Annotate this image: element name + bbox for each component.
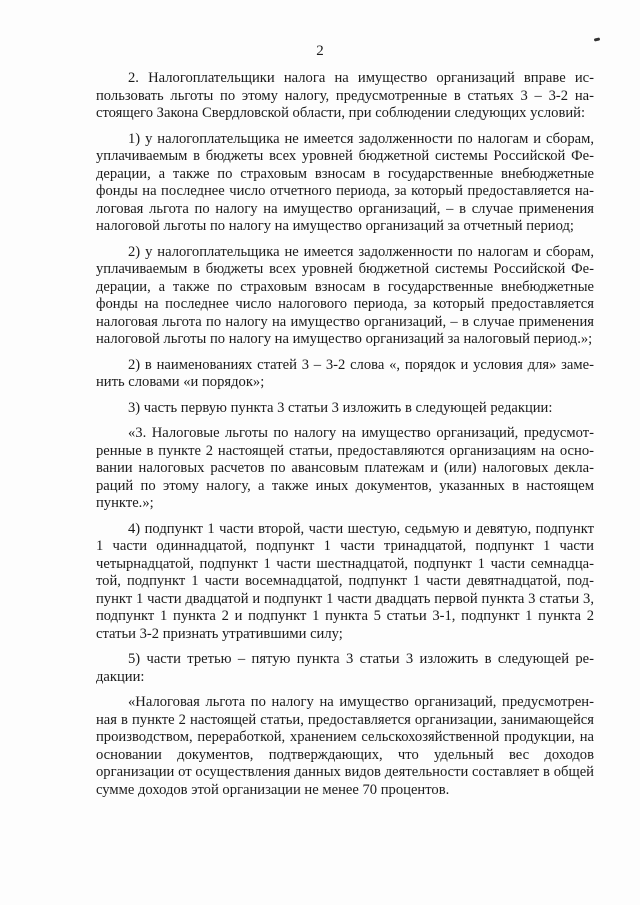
paragraph-amendment-5: 5) части третью – пятую пункта 3 статьи 3 изложить в следующей редакции:	[96, 651, 594, 685]
paragraph-amendment-3: 3) часть первую пункта 3 статьи 3 изложить в следующей редакции:	[128, 399, 553, 416]
scan-mark	[594, 37, 600, 41]
document-body	[96, 70, 594, 807]
paragraph-condition-2: 2) у налогоплательщика не имеется задолженности по налогам и сборам, уплачиваемым в бюджеты всех уровней бюджетной системы Российской Федерации, а также по страховым взносам в государственные внебюджетные фонды на последнее число налогового периода, за который предоставляется налоговая льгота по налогу на имущество организаций, – в случае применения налоговой льготы по налогу на имущество организаций за налоговый период.»;	[96, 243, 594, 347]
paragraph-amendment-5-text: «Налоговая льгота по налогу на имущество организаций, предусмотренная в пункте 2 настоящей статьи, предоставляется организации, занимающейся производством, переработкой, хранением сельскохозяйственной продукции, на основании документов, подтверждающих, что удельный вес доходов организации от осуществления данных видов деятельности составляет в общей сумме доходов этой организации не менее 70 процентов.	[96, 694, 594, 798]
paragraph-amendment-2: 2) в наименованиях статей 3 – 3-2 слова «, порядок и условия для» заменить словами «и порядок»;	[96, 356, 594, 390]
paragraph-amendment-4: 4) подпункт 1 части второй, части шестую, седьмую и девятую, подпункт 1 части одиннадцатой, подпункт 1 части тринадцатой, подпункт 1 части четырнадцатой, подпункт 1 части шестнадцатой, подпункт 1 части семнадцатой, подпункт 1 части восемнадцатой, подпункт 1 части девятнадцатой, подпункт 1 части двадцатой и подпункт 1 части двадцать первой пункта 3 статьи 3, подпункт 1 пункта 2 и подпункт 1 пункта 5 статьи 3-1, подпункт 1 пункта 2 статьи 3-2 признать утратившими силу;	[96, 520, 594, 642]
paragraph-condition-1: 1) у налогоплательщика не имеется задолженности по налогам и сборам, уплачиваемым в бюджеты всех уровней бюджетной системы Российской Федерации, а также по страховым взносам в государственные внебюджетные фонды на последнее число отчетного периода, за который предоставляется налоговая льгота по налогу на имущество организаций, – в случае применения налоговой льготы по налогу на имущество организаций за отчетный период;	[96, 130, 594, 234]
paragraph-amendment-3-text: «3. Налоговые льготы по налогу на имущество организаций, предусмотренные в пункте 2 настоящей статьи, предоставляются организациям на основании налоговых расчетов по авансовым платежам и (или) налоговых деклараций по этому налогу, а также иных документов, указанных в настоящем пункте.»;	[96, 425, 594, 511]
paragraph-conditions-intro: 2. Налогоплательщики налога на имущество организаций вправе использовать льготы по этому налогу, предусмотренные в статьях 3 – 3-2 настоящего Закона Свердловской области, при соблюдении следующих условий:	[96, 70, 594, 121]
page-number: 2	[316, 43, 324, 59]
